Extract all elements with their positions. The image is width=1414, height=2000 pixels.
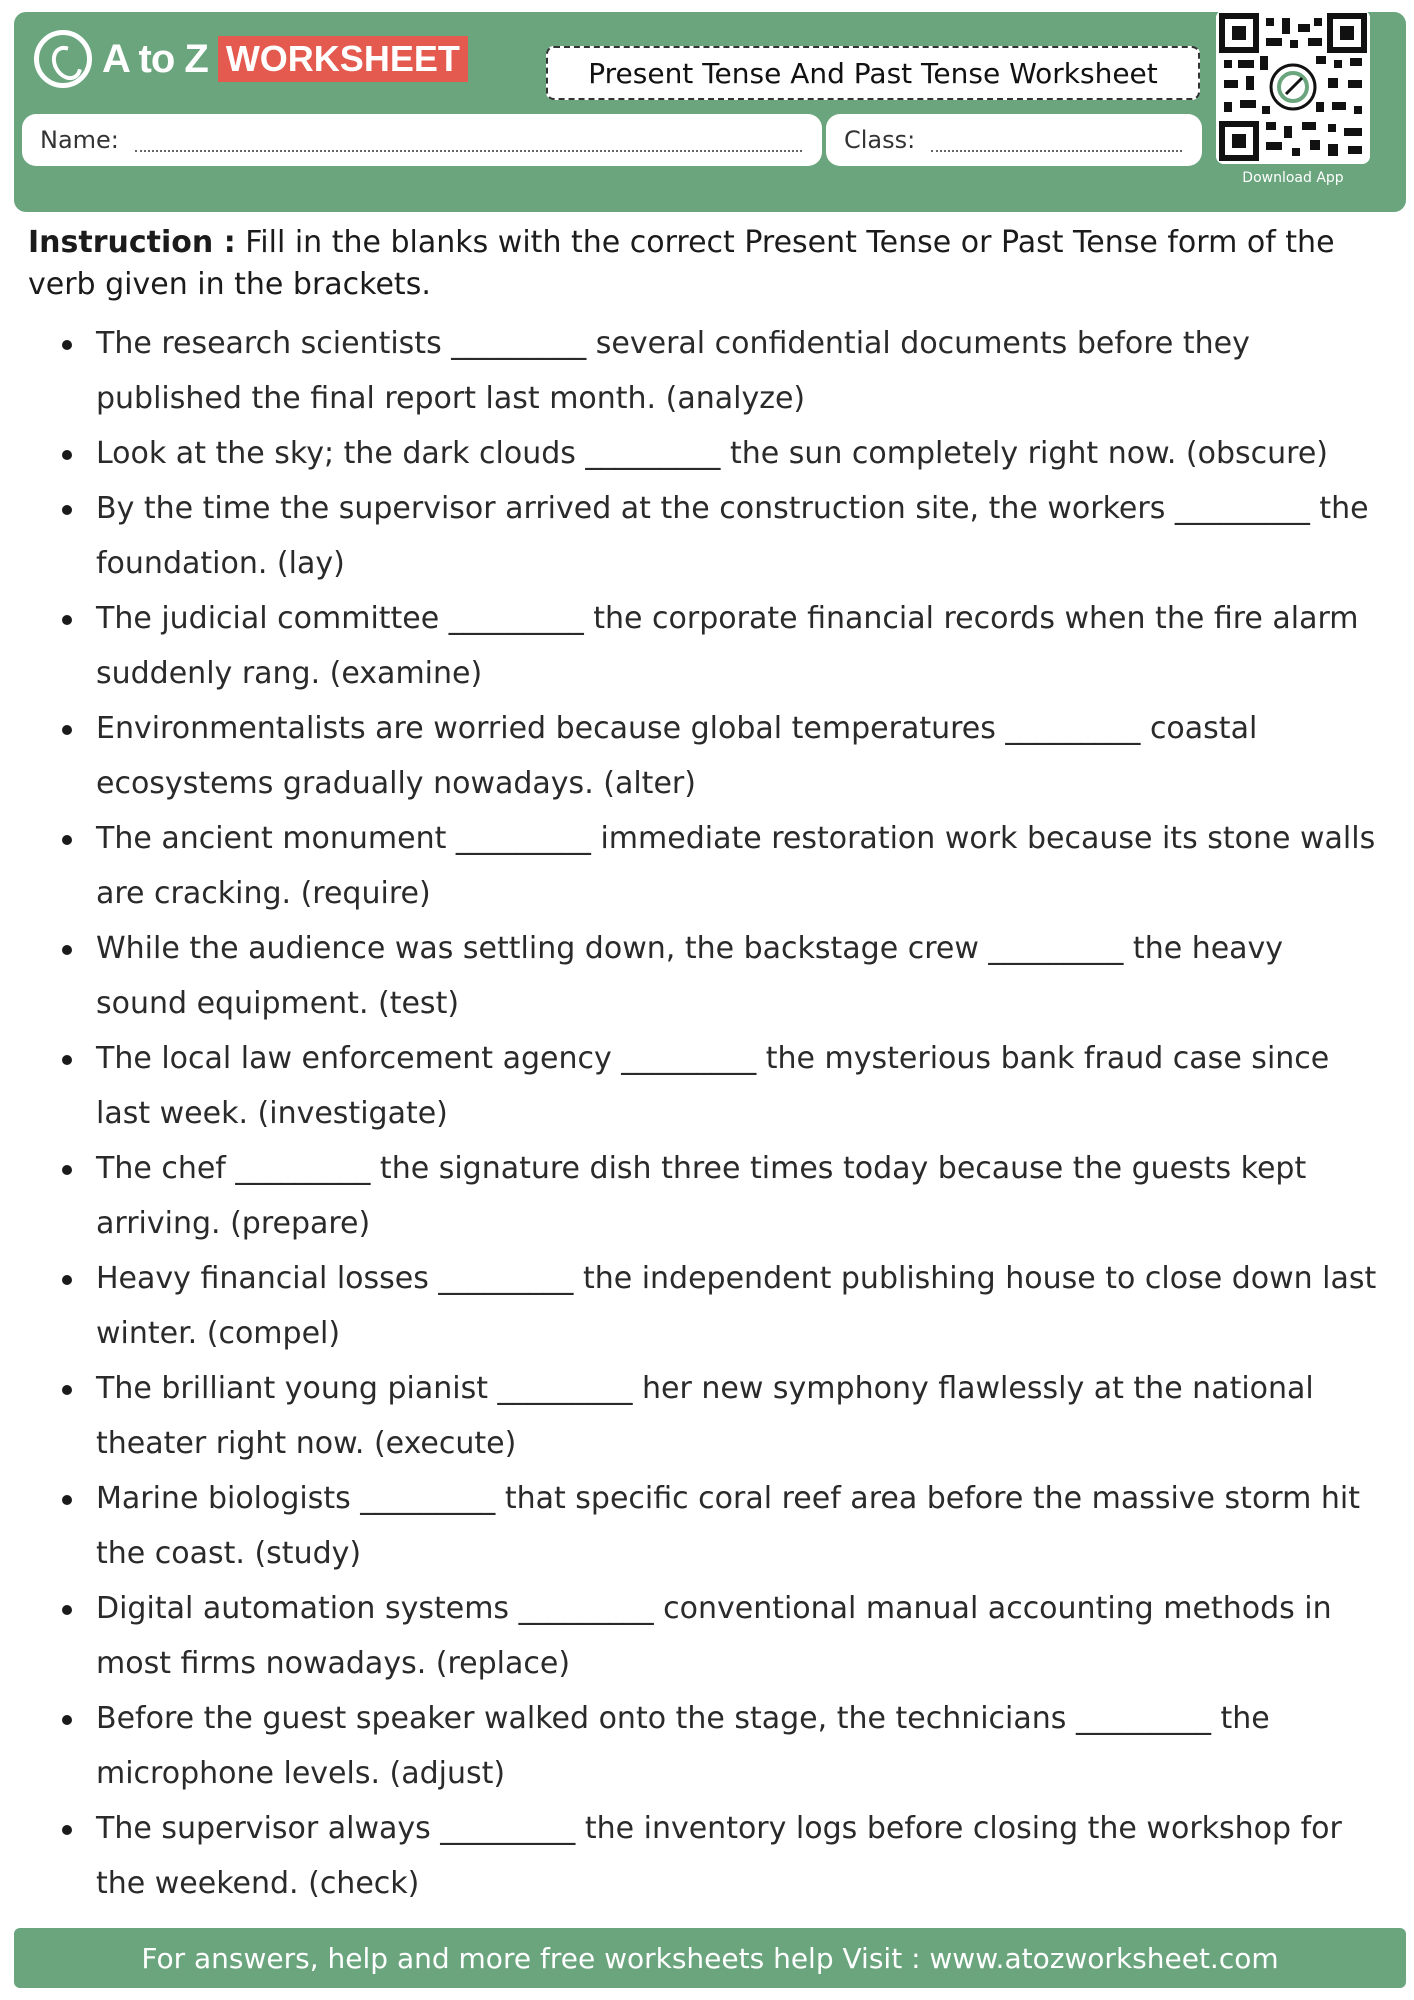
- question-list: [28, 316, 1378, 1911]
- question-item: Digital automation systems _________ conventional manual accounting methods in most firms nowadays. (replace): [28, 1581, 1378, 1691]
- question-item: Heavy financial losses _________ the independent publishing house to close down last winter. (compel): [28, 1251, 1378, 1361]
- qr-caption: Download App: [1242, 170, 1344, 186]
- footer-text[interactable]: For answers, help and more free worksheets help Visit : www.atozworksheet.com: [141, 1941, 1279, 1975]
- logo-brand: WORKSHEET: [218, 36, 468, 82]
- class-line[interactable]: [931, 128, 1182, 152]
- question-item: Marine biologists _________ that specific coral reef area before the massive storm hit the coast. (study): [28, 1471, 1378, 1581]
- question-item: The chef _________ the signature dish three times today because the guests kept arriving. (prepare): [28, 1141, 1378, 1251]
- logo-text: A to Z: [102, 36, 208, 81]
- question-item: Look at the sky; the dark clouds _________ the sun completely right now. (obscure): [28, 426, 1378, 481]
- qr-code-icon[interactable]: [1216, 10, 1370, 164]
- question-item: The brilliant young pianist _________ her new symphony flawlessly at the national theater right now. (execute): [28, 1361, 1378, 1471]
- instruction-text: Fill in the blanks with the correct Present Tense or Past Tense form of the verb given in the brackets.: [28, 225, 1335, 302]
- question-item: The local law enforcement agency _________ the mysterious bank fraud case since last week. (investigate): [28, 1031, 1378, 1141]
- site-logo[interactable]: [34, 30, 468, 88]
- worksheet-title: Present Tense And Past Tense Worksheet: [546, 46, 1200, 100]
- question-item: The ancient monument _________ immediate restoration work because its stone walls are cracking. (require): [28, 811, 1378, 921]
- question-item: Environmentalists are worried because global temperatures _________ coastal ecosystems gradually nowadays. (alter): [28, 701, 1378, 811]
- name-field[interactable]: [22, 114, 822, 166]
- footer-banner[interactable]: [14, 1928, 1406, 1988]
- name-label: Name:: [40, 126, 119, 154]
- question-item: By the time the supervisor arrived at the construction site, the workers _________ the foundation. (lay): [28, 481, 1378, 591]
- logo-icon: [34, 30, 92, 88]
- question-item: The supervisor always _________ the inventory logs before closing the workshop for the weekend. (check): [28, 1801, 1378, 1911]
- class-field[interactable]: [826, 114, 1202, 166]
- question-item: The judicial committee _________ the corporate financial records when the fire alarm suddenly rang. (examine): [28, 591, 1378, 701]
- class-label: Class:: [844, 126, 916, 154]
- question-item: Before the guest speaker walked onto the stage, the technicians _________ the microphone levels. (adjust): [28, 1691, 1378, 1801]
- name-line[interactable]: [135, 128, 802, 152]
- question-item: The research scientists _________ several confidential documents before they published the final report last month. (analyze): [28, 316, 1378, 426]
- question-item: While the audience was settling down, the backstage crew _________ the heavy sound equipment. (test): [28, 921, 1378, 1031]
- instruction: [28, 222, 1378, 306]
- instruction-label: Instruction :: [28, 225, 236, 260]
